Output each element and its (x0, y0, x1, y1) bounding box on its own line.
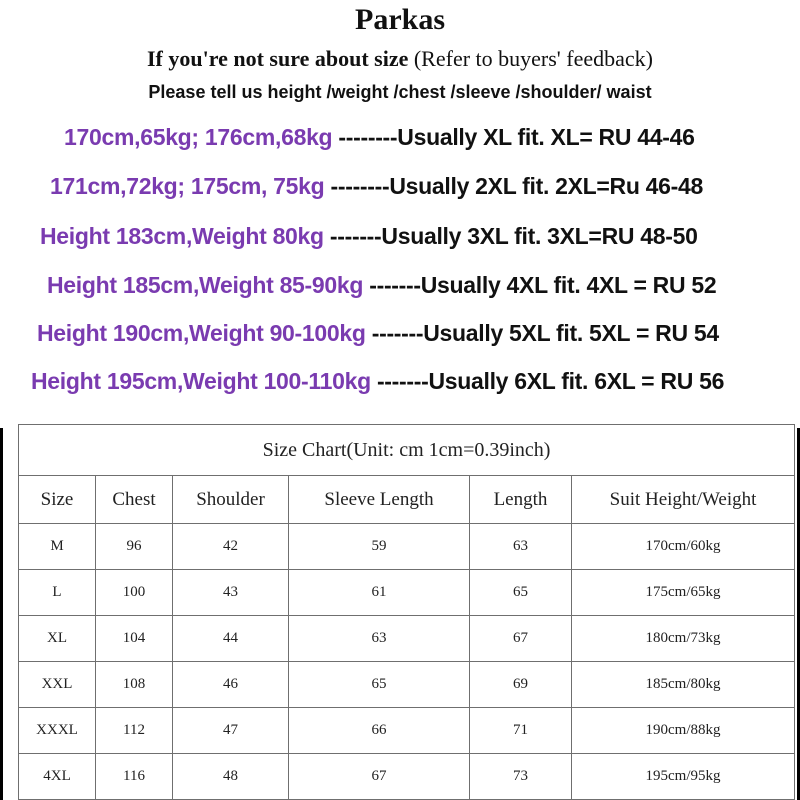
table-cell: 67 (289, 754, 470, 800)
size-advice-subtitle (0, 44, 800, 74)
fit-body-measurements: Height 183cm,Weight 80kg (40, 223, 324, 249)
measurement-instruction: Please tell us height /weight /chest /sleeve /shoulder/ waist (148, 82, 652, 102)
table-cell: 47 (173, 708, 289, 754)
fit-recommendation (47, 268, 716, 302)
size-chart-table (18, 424, 795, 800)
table-cell: 43 (173, 570, 289, 616)
table-cell: 73 (470, 754, 572, 800)
table-row (19, 524, 795, 570)
fit-recommendation (37, 316, 719, 350)
table-cell: 66 (289, 708, 470, 754)
table-cell: 175cm/65kg (572, 570, 795, 616)
table-row (19, 708, 795, 754)
fit-body-measurements: Height 185cm,Weight 85-90kg (47, 272, 364, 298)
table-cell: 46 (173, 662, 289, 708)
fit-recommendation (40, 219, 698, 253)
table-cell: 116 (96, 754, 173, 800)
fit-size: -------Usually 6XL fit. 6XL = RU 56 (370, 368, 725, 394)
table-header-row (19, 476, 795, 524)
column-header: Suit Height/Weight (572, 476, 795, 524)
table-cell: 69 (470, 662, 572, 708)
column-header: Size (19, 476, 96, 524)
table-cell: L (19, 570, 96, 616)
fit-body-measurements: Height 195cm,Weight 100-110kg (31, 368, 371, 394)
size-advice-note: (Refer to buyers' feedback) (408, 46, 653, 71)
table-row (19, 754, 795, 800)
table-cell: 67 (470, 616, 572, 662)
table-cell: 42 (173, 524, 289, 570)
table-row (19, 616, 795, 662)
table-cell: 65 (289, 662, 470, 708)
table-cell: 48 (173, 754, 289, 800)
page-title: Parkas (355, 3, 445, 36)
fit-size: -------Usually 5XL fit. 5XL = RU 54 (365, 320, 719, 346)
fit-body-measurements: 170cm,65kg; 176cm,68kg (64, 124, 333, 150)
table-cell: 59 (289, 524, 470, 570)
table-cell: 190cm/88kg (572, 708, 795, 754)
left-border-bar (0, 428, 3, 800)
table-cell: 61 (289, 570, 470, 616)
table-cell: 170cm/60kg (572, 524, 795, 570)
fit-recommendation (64, 120, 695, 154)
table-cell: 185cm/80kg (572, 662, 795, 708)
table-cell: 180cm/73kg (572, 616, 795, 662)
fit-recommendation (50, 169, 703, 203)
table-row (19, 662, 795, 708)
column-header: Shoulder (173, 476, 289, 524)
size-advice-bold: If you're not sure about size (147, 46, 409, 71)
fit-size: -------Usually 4XL fit. 4XL = RU 52 (363, 272, 717, 298)
fit-body-measurements: 171cm,72kg; 175cm, 75kg (50, 173, 325, 199)
table-cell: M (19, 524, 96, 570)
fit-size: --------Usually 2XL fit. 2XL=Ru 46-48 (324, 173, 704, 199)
table-cell: 108 (96, 662, 173, 708)
table-cell: XL (19, 616, 96, 662)
fit-body-measurements: Height 190cm,Weight 90-100kg (37, 320, 366, 346)
fit-size: --------Usually XL fit. XL= RU 44-46 (332, 124, 695, 150)
table-cell: 195cm/95kg (572, 754, 795, 800)
fit-size: -------Usually 3XL fit. 3XL=RU 48-50 (323, 223, 698, 249)
table-cell: 104 (96, 616, 173, 662)
column-header: Length (470, 476, 572, 524)
column-header: Chest (96, 476, 173, 524)
fit-recommendation (31, 364, 724, 398)
table-cell: 4XL (19, 754, 96, 800)
size-chart-caption: Size Chart(Unit: cm 1cm=0.39inch) (19, 425, 795, 476)
table-cell: 100 (96, 570, 173, 616)
table-cell: 65 (470, 570, 572, 616)
table-row (19, 570, 795, 616)
table-cell: 63 (470, 524, 572, 570)
table-cell: XXXL (19, 708, 96, 754)
table-cell: 71 (470, 708, 572, 754)
table-cell: 63 (289, 616, 470, 662)
table-cell: XXL (19, 662, 96, 708)
table-cell: 44 (173, 616, 289, 662)
column-header: Sleeve Length (289, 476, 470, 524)
table-cell: 96 (96, 524, 173, 570)
table-cell: 112 (96, 708, 173, 754)
